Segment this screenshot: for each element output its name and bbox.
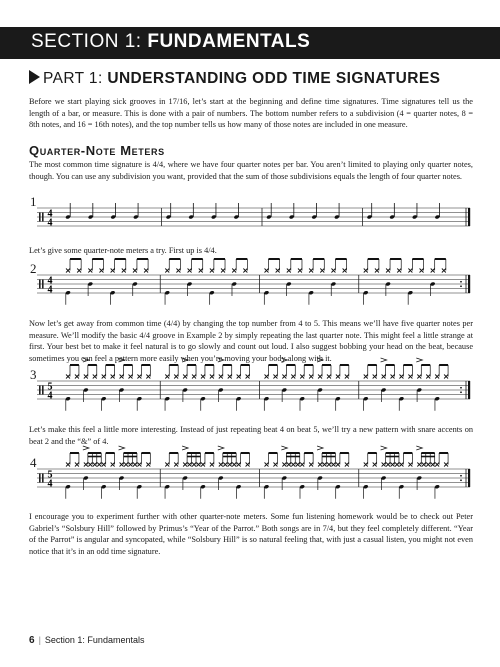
time-signature-top: 5 <box>47 381 53 393</box>
hihat-note <box>327 463 331 467</box>
hihat-note <box>237 463 241 467</box>
hihat-note <box>88 463 92 467</box>
notation-example-2 <box>29 263 473 305</box>
hihat-note <box>102 375 106 379</box>
hihat-note <box>176 269 180 273</box>
hihat-note <box>386 463 390 467</box>
hihat-note <box>88 269 92 273</box>
hihat-note <box>320 269 324 273</box>
hihat-note <box>435 375 439 379</box>
hihat-note <box>174 463 178 467</box>
hihat-note <box>84 463 88 467</box>
hihat-note <box>345 463 349 467</box>
hihat-note <box>232 269 236 273</box>
section-title-strong: FUNDAMENTALS <box>147 31 311 52</box>
example-number: 4 <box>30 455 37 470</box>
part-title: UNDERSTANDING ODD TIME SIGNATURES <box>107 70 441 87</box>
hihat-note <box>111 463 115 467</box>
hihat-note <box>291 463 295 467</box>
hihat-note <box>364 375 368 379</box>
hihat-note <box>327 375 331 379</box>
time-signature-bottom: 4 <box>47 284 53 296</box>
notation-example-1 <box>29 196 473 238</box>
hihat-note <box>219 375 223 379</box>
hihat-note <box>246 463 250 467</box>
hihat-note <box>111 269 115 273</box>
percussion-clef <box>42 386 44 395</box>
hihat-note <box>345 375 349 379</box>
hihat-note <box>188 463 192 467</box>
hihat-note <box>137 463 141 467</box>
hihat-note <box>232 463 236 467</box>
paragraph-five-four: Now let’s get away from common time (4/4) by changing the top number from 4 to 5. This means we’ll have five quarter notes per measure. We’ll modify the basic 4/4 groove in Example 2 by simply repeating the last quarter note. This might feel a little strange at first. Your best bet to make it feel natural is to go slowly and count out loud. I also suggest bobbing your head on the beat, because sometimes you can feel a pattern more easily when you’re moving your body along with it. <box>29 319 473 363</box>
page-number: 6 <box>29 635 35 646</box>
hihat-note <box>243 269 247 273</box>
repeat-dot <box>460 391 462 393</box>
hihat-note <box>183 375 187 379</box>
footer-separator: | <box>38 635 41 645</box>
hihat-note <box>77 269 81 273</box>
final-barline <box>468 381 470 399</box>
example-number: 2 <box>30 261 37 276</box>
hihat-note <box>426 463 430 467</box>
hihat-note <box>93 375 97 379</box>
hihat-note <box>318 375 322 379</box>
section-header-bar <box>0 27 500 59</box>
hihat-note <box>120 463 124 467</box>
hihat-note <box>408 463 412 467</box>
section-title: SECTION 1: FUNDAMENTALS <box>31 31 311 52</box>
hihat-note <box>417 463 421 467</box>
repeat-dot <box>460 475 462 477</box>
hihat-note <box>300 463 304 467</box>
hihat-note <box>417 375 421 379</box>
hihat-note <box>137 375 141 379</box>
hihat-note <box>66 463 70 467</box>
hihat-note <box>128 463 132 467</box>
hihat-note <box>444 463 448 467</box>
hihat-note <box>75 375 79 379</box>
hihat-note <box>287 463 291 467</box>
time-signature-bottom: 4 <box>47 478 53 490</box>
hihat-note <box>228 463 232 467</box>
percussion-clef <box>42 280 44 289</box>
hihat-note <box>391 463 395 467</box>
triangle-bullet-icon <box>29 70 40 84</box>
final-barline <box>468 208 470 226</box>
hihat-note <box>420 269 424 273</box>
hihat-note <box>375 269 379 273</box>
hihat-note <box>318 463 322 467</box>
hihat-note <box>265 375 269 379</box>
hihat-note <box>228 375 232 379</box>
drum-staff-3 <box>29 369 473 411</box>
page-footer <box>29 635 144 646</box>
hihat-note <box>435 463 439 467</box>
hihat-note <box>408 375 412 379</box>
percussion-clef <box>39 213 41 222</box>
hihat-note <box>188 269 192 273</box>
hihat-note <box>165 463 169 467</box>
paragraph-homework: I encourage you to experiment further with other quarter-note meters. Some fun listening homework would be to check out Peter Gabriel’s “Solsbury Hill” followed by Primus’s “Year of the Parrot.” Both songs are in 7/4, but they feel completely different. “Year of the Parrot” is angular and syncopated, while “Solsbury Hill” is so natural feeling that, with just a casual listen, you might not even notice that it’s in an odd time signature. <box>29 512 473 556</box>
hihat-note <box>431 269 435 273</box>
hihat-note <box>282 463 286 467</box>
hihat-note <box>144 269 148 273</box>
paragraph-interesting: Let’s make this feel a little more interesting. Instead of just repeating beat 4 on beat 5, we’ll try a new pattern with snare accents on beat 2 and the “&” of 4. <box>29 425 473 446</box>
percussion-clef <box>39 280 41 289</box>
hihat-note <box>133 463 137 467</box>
hihat-note <box>282 375 286 379</box>
percussion-clef <box>42 213 44 222</box>
hihat-note <box>291 375 295 379</box>
hihat-note <box>399 375 403 379</box>
hihat-note <box>124 463 128 467</box>
hihat-note <box>237 375 241 379</box>
hihat-note <box>373 463 377 467</box>
hihat-note <box>300 375 304 379</box>
paragraph-quarter-meters: The most common time signature is 4/4, where we have four quarter notes per bar. You aren’t limited to playing only quarter notes, though. You can use any subdivision you want, provided that the sum of those subdivisions equals the length of four quarter notes. <box>29 160 473 181</box>
hihat-note <box>93 463 97 467</box>
percussion-clef <box>42 474 44 483</box>
hihat-note <box>111 375 115 379</box>
hihat-note <box>444 375 448 379</box>
intro-paragraph: Before we start playing sick grooves in 17/16, let’s start at the beginning and define time signatures. Time signatures tell us the length of a bar, or measure. This is done with a pair of numbers. The bottom number refers to a subdivision (4 = quarter notes, 8 = 8th notes, and 16 = 16th notes), and the top number tells us how many of those notes are included in one measure. <box>29 97 473 129</box>
hihat-note <box>192 375 196 379</box>
hihat-note <box>99 269 103 273</box>
hihat-note <box>309 463 313 467</box>
hihat-note <box>386 269 390 273</box>
hihat-note <box>331 269 335 273</box>
repeat-dot <box>460 479 462 481</box>
repeat-dot <box>460 285 462 287</box>
hihat-note <box>199 269 203 273</box>
hihat-note <box>66 375 70 379</box>
hihat-note <box>382 463 386 467</box>
example-number: 3 <box>30 367 37 382</box>
footer-section: Section 1: Fundamentals <box>44 635 145 645</box>
hihat-note <box>336 463 340 467</box>
time-signature-top: 5 <box>47 469 53 481</box>
notation-example-3 <box>29 369 473 411</box>
hihat-note <box>210 463 214 467</box>
hihat-note <box>210 375 214 379</box>
hihat-note <box>196 463 200 467</box>
hihat-note <box>309 269 313 273</box>
hihat-note <box>75 463 79 467</box>
hihat-note <box>343 269 347 273</box>
hihat-note <box>146 463 150 467</box>
repeat-dot <box>460 281 462 283</box>
hihat-note <box>246 375 250 379</box>
hihat-note <box>84 375 88 379</box>
time-signature-bottom: 4 <box>47 390 53 402</box>
hihat-note <box>397 269 401 273</box>
hihat-note <box>431 463 435 467</box>
hihat-note <box>273 463 277 467</box>
hihat-note <box>122 269 126 273</box>
hihat-note <box>336 375 340 379</box>
hihat-note <box>174 375 178 379</box>
time-signature-top: 4 <box>47 275 53 287</box>
part-heading: PART 1: UNDERSTANDING ODD TIME SIGNATURES <box>29 70 440 88</box>
hihat-note <box>391 375 395 379</box>
hihat-note <box>364 463 368 467</box>
hihat-note <box>201 463 205 467</box>
hihat-note <box>364 269 368 273</box>
percussion-clef <box>39 386 41 395</box>
drum-staff-2 <box>29 263 473 305</box>
hihat-note <box>146 375 150 379</box>
hihat-note <box>395 463 399 467</box>
hihat-note <box>128 375 132 379</box>
hihat-note <box>221 269 225 273</box>
hihat-note <box>165 269 169 273</box>
hihat-note <box>219 463 223 467</box>
hihat-note <box>97 463 101 467</box>
hihat-note <box>426 375 430 379</box>
final-barline <box>468 275 470 293</box>
time-signature-top: 4 <box>47 208 53 220</box>
repeat-dot <box>460 387 462 389</box>
hihat-note <box>265 463 269 467</box>
percussion-clef <box>39 474 41 483</box>
hihat-note <box>323 463 327 467</box>
paragraph-try: Let’s give some quarter-note meters a try. First up is 4/4. <box>29 246 217 255</box>
hihat-note <box>265 269 269 273</box>
notation-example-4 <box>29 457 473 499</box>
drum-staff-4 <box>29 457 473 499</box>
hihat-note <box>373 375 377 379</box>
hihat-note <box>276 269 280 273</box>
example-number: 1 <box>30 194 37 209</box>
subheading-quarter-note-meters: Quarter-Note Meters <box>29 143 165 158</box>
hihat-note <box>192 463 196 467</box>
hihat-note <box>442 269 446 273</box>
hihat-note <box>165 375 169 379</box>
hihat-note <box>382 375 386 379</box>
hihat-note <box>422 463 426 467</box>
hihat-note <box>102 463 106 467</box>
hihat-note <box>296 463 300 467</box>
hihat-note <box>223 463 227 467</box>
hihat-note <box>183 463 187 467</box>
hihat-note <box>210 269 214 273</box>
hihat-note <box>66 269 70 273</box>
hihat-note <box>408 269 412 273</box>
hihat-note <box>273 375 277 379</box>
hihat-note <box>287 269 291 273</box>
hihat-note <box>399 463 403 467</box>
final-barline <box>468 469 470 487</box>
hihat-note <box>309 375 313 379</box>
drum-staff-1 <box>29 196 473 238</box>
hihat-note <box>201 375 205 379</box>
hihat-note <box>133 269 137 273</box>
hihat-note <box>298 269 302 273</box>
hihat-note <box>331 463 335 467</box>
time-signature-bottom: 4 <box>47 217 53 229</box>
hihat-note <box>120 375 124 379</box>
